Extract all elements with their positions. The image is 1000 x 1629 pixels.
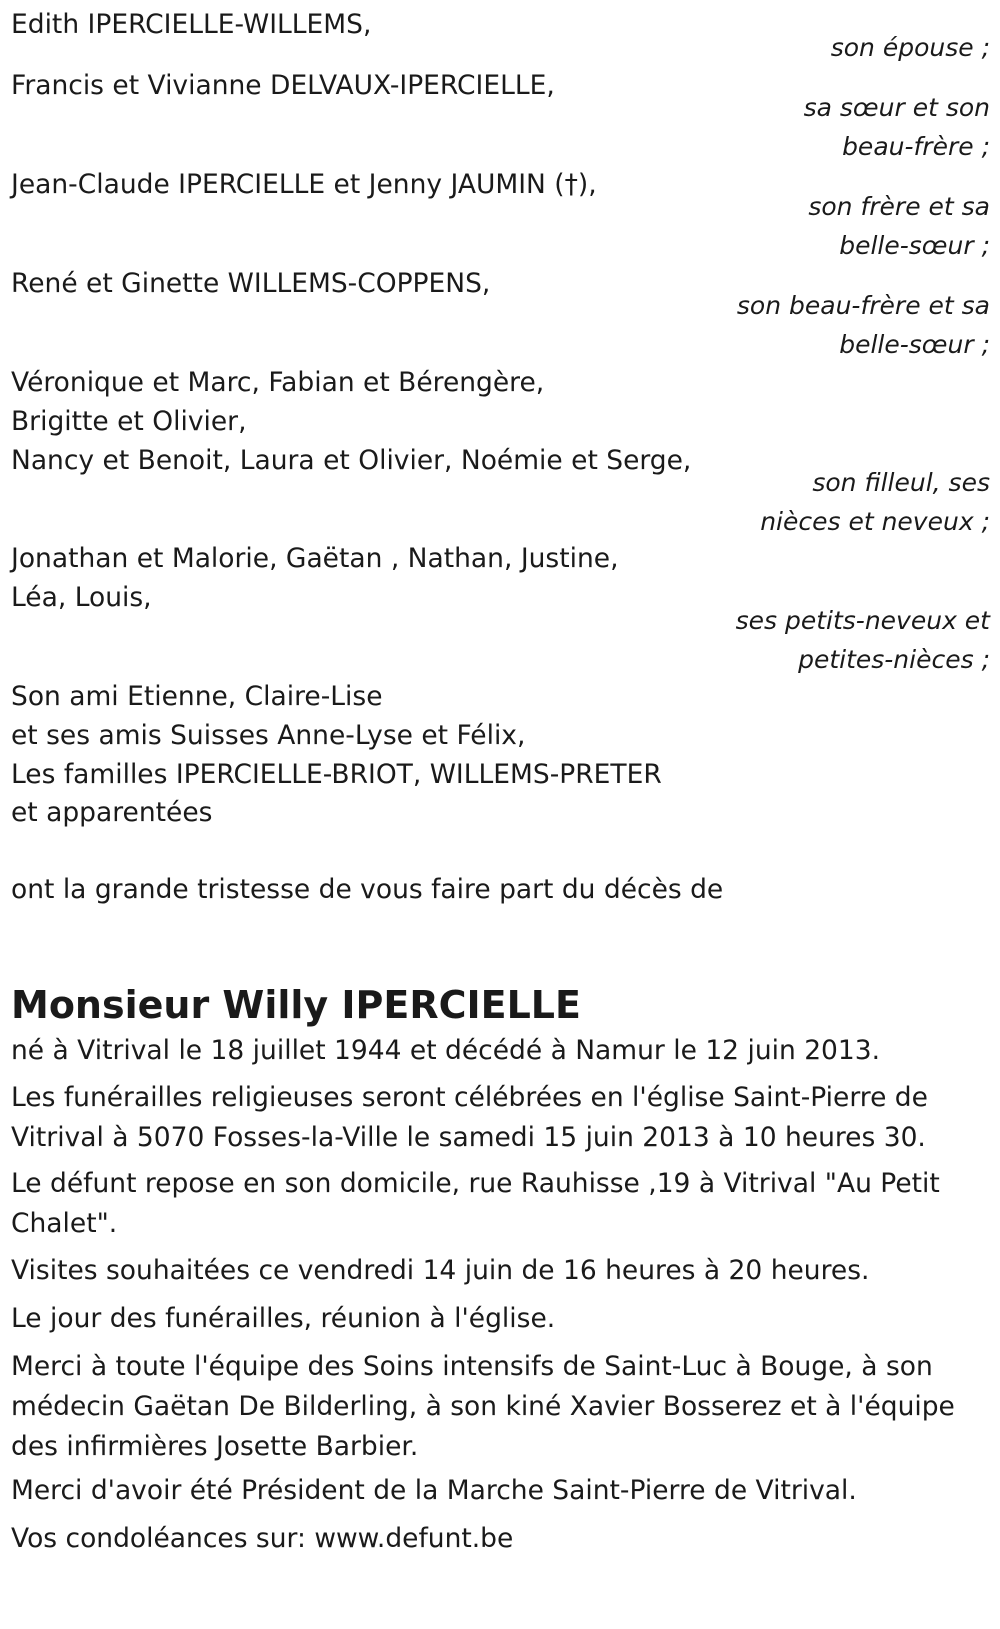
family-line: Léa, Louis, [11, 582, 152, 613]
relation-label: son filleul, ses [812, 468, 990, 497]
detail-paragraph: né à Vitrival le 18 juillet 1944 et décédé à Namur le 12 juin 2013. [11, 1035, 881, 1066]
detail-paragraph: Les funérailles religieuses seront célébrées en l'église Saint-Pierre de Vitrival à 5070 Fosses-la-Ville le samedi 15 juin 2013 à 10 heures 30. [11, 1082, 928, 1153]
deceased-name: Monsieur Willy IPERCIELLE [11, 983, 581, 1027]
family-line: Nancy et Benoit, Laura et Olivier, Noémie et Serge, [11, 445, 692, 476]
condolences-link-text: Vos condoléances sur: www.defunt.be [11, 1523, 514, 1554]
detail-paragraph: Merci d'avoir été Président de la Marche Saint-Pierre de Vitrival. [11, 1475, 857, 1506]
family-line: Edith IPERCIELLE-WILLEMS, [11, 9, 372, 40]
relation-label: nièces et neveux ; [760, 507, 990, 536]
relation-label: son épouse ; [830, 33, 990, 62]
family-line: Les familles IPERCIELLE-BRIOT, WILLEMS-PRETER [11, 759, 662, 790]
family-line: Véronique et Marc, Fabian et Bérengère, [11, 367, 545, 398]
relation-label: son beau-frère et sa [736, 291, 990, 320]
relation-label: sa sœur et son [803, 93, 990, 122]
detail-paragraph: Le jour des funérailles, réunion à l'église. [11, 1303, 556, 1334]
family-line: et ses amis Suisses Anne-Lyse et Félix, [11, 720, 526, 751]
family-line: Jonathan et Malorie, Gaëtan , Nathan, Justine, [11, 543, 619, 574]
relation-label: belle-sœur ; [839, 231, 990, 260]
relation-label: beau-frère ; [842, 132, 990, 161]
detail-paragraph: Visites souhaitées ce vendredi 14 juin de 16 heures à 20 heures. [11, 1255, 870, 1286]
relation-label: ses petits-neveux et [735, 606, 990, 635]
relation-label: petites-nièces ; [798, 645, 990, 674]
family-line: Brigitte et Olivier, [11, 406, 247, 437]
family-line: Francis et Vivianne DELVAUX-IPERCIELLE, [11, 70, 555, 101]
family-line: René et Ginette WILLEMS-COPPENS, [11, 268, 491, 299]
detail-paragraph: Merci à toute l'équipe des Soins intensifs de Saint-Luc à Bouge, à son médecin Gaëtan De Bilderling, à son kiné Xavier Bosserez et à l'équipe des infirmières Josette Barbier. [11, 1351, 955, 1462]
family-line: Jean-Claude IPERCIELLE et Jenny JAUMIN (†), [11, 169, 597, 200]
announcement-text: ont la grande tristesse de vous faire part du décès de [11, 874, 724, 905]
relation-label: son frère et sa [808, 192, 990, 221]
detail-paragraph: Le défunt repose en son domicile, rue Rauhisse ,19 à Vitrival "Au Petit Chalet". [11, 1168, 940, 1239]
relation-label: belle-sœur ; [839, 330, 990, 359]
family-line: Son ami Etienne, Claire-Lise [11, 681, 383, 712]
family-line: et apparentées [11, 797, 213, 828]
